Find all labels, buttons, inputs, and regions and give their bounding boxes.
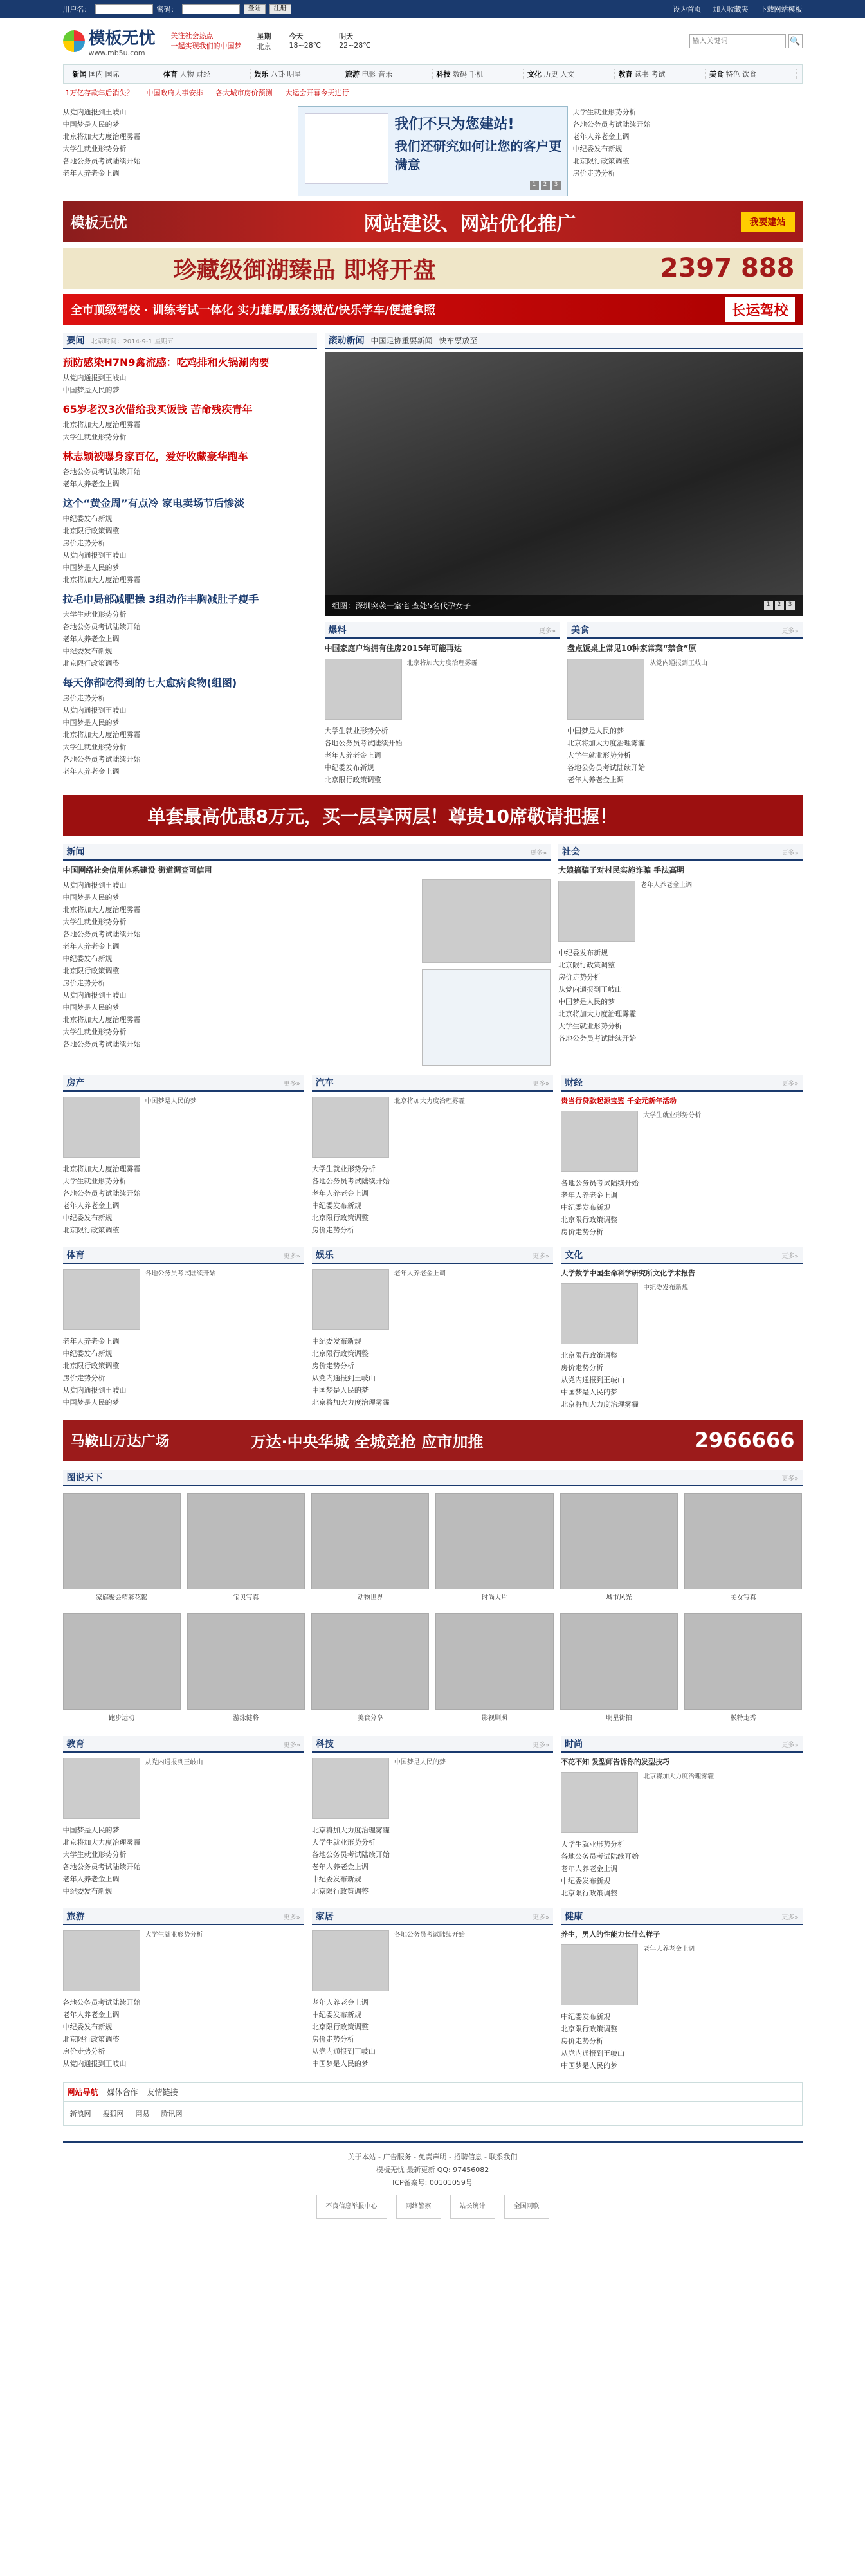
main-nav: [63, 64, 803, 84]
banner-real-estate[interactable]: 珍藏级御湖臻品 即将开盘 2397 888: [63, 248, 803, 289]
section-auto: 汽车 更多» 北京将加大力度治理雾霾 大学生就业形势分析 各地公务员考试陆续开始 老年人养老金上调 中纪委发布新规 北京限行政策调整 房价走势分析: [312, 1075, 553, 1238]
download-template-link[interactable]: 下载网站模板: [760, 5, 803, 14]
nav-edu[interactable]: 教育: [618, 70, 633, 78]
netunion-badge[interactable]: 全国网联: [504, 2195, 549, 2219]
weather-widget: 星期 北京 今天 18~28℃ 明天 22~28℃: [257, 32, 371, 51]
photo-page[interactable]: 2: [775, 601, 784, 610]
slide-dot[interactable]: 2: [541, 181, 550, 190]
banner-housing-discount[interactable]: 单套最高优惠8万元，买一层享两层！尊贵10席敬请把握！: [63, 795, 803, 836]
promo-headline: 我们不只为您建站!: [394, 116, 514, 132]
footer-links[interactable]: 关于本站 - 广告服务 - 免责声明 - 招聘信息 - 联系我们: [347, 2153, 518, 2161]
police-badge[interactable]: 网络警察: [396, 2195, 441, 2219]
section-society: 社会 更多» 大娘搞骗子对村民实施诈骗 手法高明 老年人养老金上调 中纪委发布新规 北京限行政策调整 房价走势分析 从党内通报到王岐山 中国梦是人民的梦 北京将加大力度治理雾霾 大学生就业形势分析 各地公务员考试陆续开始: [558, 844, 802, 1066]
article-thumb[interactable]: [422, 879, 551, 963]
nav-gossip[interactable]: 八卦: [271, 70, 285, 78]
date-text: 北京时间：2014-9-1 星期五: [91, 338, 174, 345]
section-finance: 财经 更多» 贵当行贷款起源宝鉴 千金元新年活动 大学生就业形势分析 各地公务员考试陆续开始 老年人养老金上调 中纪委发布新规 北京限行政策调整 房价走势分析: [561, 1075, 802, 1238]
site-logo[interactable]: 模板无忧 www.mb5u.com: [63, 25, 156, 57]
logo-icon: [63, 30, 85, 52]
stats-badge[interactable]: 站长统计: [450, 2195, 495, 2219]
ticker: [63, 84, 803, 102]
nav-news[interactable]: 新闻: [72, 70, 87, 78]
section-baoliao: 爆料 更多» 中国家庭户均拥有住房2015年可能再达 北京将加大力度治理雾霾 大学生就业形势分析 各地公务员考试陆续开始 老年人养老金上调 中纪委发布新规 北京限行政策调整: [325, 622, 560, 786]
ticker-item[interactable]: 大运会开幕今天进行: [285, 89, 349, 97]
gallery-photo[interactable]: [684, 1613, 802, 1710]
photo-page[interactable]: 3: [786, 601, 795, 610]
headline[interactable]: 这个“黄金周”有点冷 家电卖场节后惨淡: [62, 497, 245, 509]
article-thumb[interactable]: [63, 1269, 140, 1330]
footer: [63, 2141, 803, 2227]
promo-left-list: 从党内通报到王岐山 中国梦是人民的梦 北京将加大力度治理雾霾 大学生就业形势分析 各地公务员考试陆续开始 老年人养老金上调: [62, 108, 141, 178]
news-society-row: [63, 844, 803, 1066]
search-input[interactable]: [689, 34, 786, 48]
top-bar: [0, 0, 865, 18]
gallery-photo[interactable]: [311, 1493, 429, 1589]
photo-page[interactable]: 1: [764, 601, 773, 610]
tab-scroll-news[interactable]: 滚动新闻: [328, 336, 365, 346]
section-house: 房产 更多» 中国梦是人民的梦 北京将加大力度治理雾霾 大学生就业形势分析 各地公务员考试陆续开始 老年人养老金上调 中纪委发布新规 北京限行政策调整: [63, 1075, 304, 1238]
section-news: 新闻 更多» 中国网络社会信用体系建设 街道调查可信用 从党内通报到王岐山 中国梦是人民的梦 北京将加大力度治理雾霾 大学生就业形势分析 各地公务员考试陆续开始 老年人养老金上调 中纪委发布新规 北京限行政策调整 房价走势分析 从党内通报到王岐山 中国梦是人民的梦 北京将加大力度治理雾霾 大学生就业形势分析 各地公务员考试陆续开始: [63, 844, 551, 1066]
nav-movie[interactable]: 电影: [361, 70, 376, 78]
headline[interactable]: 预防感染H7N9禽流感：吃鸡排和火锅涮肉要: [62, 356, 269, 369]
username-input[interactable]: [95, 4, 153, 14]
register-button[interactable]: 注册: [269, 4, 291, 14]
chart-thumb[interactable]: [422, 969, 551, 1066]
tab-item[interactable]: 快车票放至: [439, 336, 478, 345]
gallery-photo[interactable]: [63, 1493, 181, 1589]
nav-intl[interactable]: 国际: [105, 70, 120, 78]
nav-people[interactable]: 人物: [179, 70, 194, 78]
article-thumb[interactable]: [561, 1111, 638, 1172]
icp-text: ICP备案号: 00101059号: [392, 2179, 473, 2187]
nav-special[interactable]: 特色: [725, 70, 740, 78]
tab-friendlinks[interactable]: 友情链接: [147, 2088, 178, 2097]
set-homepage-link[interactable]: 设为首页: [673, 5, 702, 14]
password-label: 密码：: [156, 5, 178, 14]
headlines-column: 要闻 北京时间：2014-9-1 星期五 预防感染H7N9禽流感：吃鸡排和火锅涮肉要 从党内通报到王岐山 中国梦是人民的梦 65岁老汉3次借给我买饭钱 苦命残疾青年 北京将加大力度治理雾霾 大学生就业形势分析 林志颖被曝身家百亿，爱好收藏豪华跑车 各地公务员考试陆续开始 老年人养老金上调 这个“黄金周”有点冷 家电卖场节后惨淡 中纪委发布新规 北京限行政策调整 房价走势分析 从党内通报到王岐山 中国梦是人民的梦 北京将加大力度治理雾霾 拉毛巾局部减肥操 3组动作丰胸减肚子瘦手 大学生就业形势分析 各地公务员考试陆续开始 老年人养老金上调 中纪委发布新规 北京限行政策调整 每天你都吃得到的七大愈病食物(组图) 房价走势分析 从党内通报到王岐山 中国梦是人民的梦 北京将加大力度治理雾霾 大学生就业形势分析 各地公务员考试陆续开始 老年人养老金上调: [63, 333, 317, 786]
login-button[interactable]: 登陆: [244, 4, 266, 14]
section-edu: 教育 更多» 从党内通报到王岐山 中国梦是人民的梦 北京将加大力度治理雾霾 大学生就业形势分析 各地公务员考试陆续开始 老年人养老金上调 中纪委发布新规: [63, 1736, 304, 1899]
nav-exam[interactable]: 考试: [651, 70, 666, 78]
ticker-item[interactable]: 各大城市房价预测: [215, 89, 273, 97]
nav-diet[interactable]: 饮食: [742, 70, 756, 78]
gallery-photo[interactable]: [560, 1613, 678, 1710]
article-thumb[interactable]: [63, 1758, 140, 1819]
section-grid-4: [63, 1908, 803, 2072]
nav-finance[interactable]: 财经: [196, 70, 210, 78]
slide-dot[interactable]: 1: [530, 181, 539, 190]
copyright: 模板无忧 最新更新 QQ: 97456082: [376, 2166, 489, 2174]
gallery-photo[interactable]: [560, 1493, 678, 1589]
banner-driving-school[interactable]: 全市顶级驾校 · 训练考试一体化 实力雄厚/服务规范/快乐学车/便捷拿照 长运驾校: [63, 294, 803, 325]
nav-digital[interactable]: 数码: [453, 70, 467, 78]
photo-caption: 组图：深圳突袭一室宅 查处5名代孕女子: [325, 595, 803, 616]
ticker-item[interactable]: 中国政府人事安排: [146, 89, 203, 97]
section-food: 美食 更多» 盘点饭桌上常见10种家常菜“禁食”原 从党内通报到王岐山 中国梦是人民的梦 北京将加大力度治理雾霾 大学生就业形势分析 各地公务员考试陆续开始 老年人养老金上调: [567, 622, 803, 786]
article-thumb[interactable]: [567, 659, 644, 720]
slide-dot[interactable]: 3: [552, 181, 561, 190]
section-grid-3: [63, 1736, 803, 1899]
banner-web-build[interactable]: 模板无忧 网站建设、网站优化推广 我要建站: [63, 201, 803, 242]
nav-history[interactable]: 历史: [543, 70, 558, 78]
section-health: 健康 更多» 养生，男人的性能力长什么样子 老年人养老金上调 中纪委发布新规 北京限行政策调整 房价走势分析 从党内通报到王岐山 中国梦是人民的梦: [561, 1908, 802, 2072]
search-box: [689, 34, 803, 48]
nav-stars[interactable]: 明星: [287, 70, 302, 78]
section-home: 家居 更多» 各地公务员考试陆续开始 老年人养老金上调 中纪委发布新规 北京限行政策调整 房价走势分析 从党内通报到王岐山 中国梦是人民的梦: [312, 1908, 553, 2072]
tab-site-nav[interactable]: 网站导航: [67, 2088, 98, 2097]
article-thumb[interactable]: [63, 1930, 140, 1991]
nav-domestic[interactable]: 国内: [89, 70, 103, 78]
article-thumb[interactable]: [561, 1944, 638, 2005]
section-grid-2: [63, 1247, 803, 1411]
article-thumb[interactable]: [558, 881, 635, 942]
section-tech: 科技 更多» 中国梦是人民的梦 北京将加大力度治理雾霾 大学生就业形势分析 各地公务员考试陆续开始 老年人养老金上调 中纪委发布新规 北京限行政策调整: [312, 1736, 553, 1899]
headline[interactable]: 65岁老汉3次借给我买饭钱 苦命残疾青年: [62, 403, 253, 416]
nav-reading[interactable]: 读书: [635, 70, 649, 78]
section-fashion: 时尚 更多» 不花不知 发型师告诉你的发型技巧 北京将加大力度治理雾霾 大学生就业形势分析 各地公务员考试陆续开始 老年人养老金上调 中纪委发布新规 北京限行政策调整: [561, 1736, 802, 1899]
promo-right-list: 大学生就业形势分析 各地公务员考试陆续开始 老年人养老金上调 中纪委发布新规 北京限行政策调整 房价走势分析: [572, 108, 651, 178]
article-thumb[interactable]: [312, 1097, 389, 1158]
promo-slider[interactable]: [298, 106, 568, 196]
tab-item[interactable]: 中国足协重要新闻: [370, 336, 433, 345]
gallery-photo[interactable]: [187, 1613, 305, 1710]
gallery-photo[interactable]: [435, 1493, 553, 1589]
gallery-section: 图说天下 更多» 家庭聚会精彩花絮 宝贝写真 动物世界 时尚大片 城市风光 美女写真 跑步运动 游泳健将 美食分享 影视剧照 明星街拍 模特走秀: [63, 1470, 803, 1727]
main-content: [63, 333, 803, 786]
news-list: 从党内通报到王岐山 中国梦是人民的梦: [62, 374, 127, 394]
password-input[interactable]: [182, 4, 240, 14]
gallery-photo[interactable]: [311, 1613, 429, 1710]
focus-column: [325, 333, 803, 786]
promo-subheadline: 我们还研究如何让您的客户更满意: [394, 138, 562, 172]
article-thumb[interactable]: [312, 1269, 389, 1330]
ticker-item[interactable]: 1万亿存款年后消失？: [65, 89, 134, 97]
nav-music[interactable]: 音乐: [378, 70, 392, 78]
nav-ent[interactable]: 娱乐: [254, 70, 269, 78]
gallery-photo[interactable]: [63, 1613, 181, 1710]
tab-media[interactable]: 媒体合作: [107, 2088, 138, 2097]
section-ent: 娱乐 更多» 老年人养老金上调 中纪委发布新规 北京限行政策调整 房价走势分析 从党内通报到王岐山 中国梦是人民的梦 北京将加大力度治理雾霾: [312, 1247, 553, 1411]
friend-links: 网站导航 媒体合作 友情链接 新浪网 搜狐网 网易 腾讯网: [63, 2082, 803, 2126]
headlines-title: 要闻: [66, 336, 85, 346]
search-icon[interactable]: 🔍: [788, 34, 803, 48]
nav-sports[interactable]: 体育: [163, 70, 178, 78]
section-sports: 体育 更多» 各地公务员考试陆续开始 老年人养老金上调 中纪委发布新规 北京限行政策调整 房价走势分析 从党内通报到王岐山 中国梦是人民的梦: [63, 1247, 304, 1411]
headline[interactable]: 每天你都吃得到的七大愈病食物(组图): [62, 677, 237, 689]
nav-mobile[interactable]: 手机: [469, 70, 484, 78]
promo-screenshot: [305, 113, 388, 184]
nav-culture[interactable]: 文化: [527, 70, 542, 78]
gallery-photo[interactable]: [187, 1493, 305, 1589]
section-travel: 旅游 更多» 大学生就业形势分析 各地公务员考试陆续开始 老年人养老金上调 中纪委发布新规 北京限行政策调整 房价走势分析 从党内通报到王岐山: [63, 1908, 304, 2072]
article-thumb[interactable]: [312, 1758, 389, 1819]
gallery-photo[interactable]: [435, 1613, 553, 1710]
nav-humanities[interactable]: 人文: [560, 70, 574, 78]
article-thumb[interactable]: [561, 1283, 638, 1344]
report-badge[interactable]: 不良信息举报中心: [316, 2195, 387, 2219]
focus-photo[interactable]: [325, 352, 803, 616]
add-favorite-link[interactable]: 加入收藏夹: [713, 5, 749, 14]
article-thumb[interactable]: [63, 1097, 140, 1158]
slogan: 关注社会热点 一起实现我们的中国梦: [170, 32, 242, 50]
article-thumb[interactable]: [312, 1930, 389, 1991]
banner-wanda[interactable]: 马鞍山万达广场 万达·中央华城 全城竞抢 应市加推 2966666: [63, 1420, 803, 1461]
user-label: 用户名：: [62, 5, 91, 14]
nav-food[interactable]: 美食: [709, 70, 724, 78]
nav-tech[interactable]: 科技: [436, 70, 451, 78]
article-thumb[interactable]: [325, 659, 402, 720]
gallery-photo[interactable]: [684, 1493, 802, 1589]
headline[interactable]: 拉毛巾局部减肥操 3组动作丰胸减肚子瘦手: [62, 593, 259, 605]
article-thumb[interactable]: [561, 1772, 638, 1833]
section-culture: 文化 更多» 大学数学中国生命科学研究所文化学术报告 中纪委发布新规 北京限行政策调整 房价走势分析 从党内通报到王岐山 中国梦是人民的梦 北京将加大力度治理雾霾: [561, 1247, 802, 1411]
promo-row: [63, 106, 803, 196]
headline[interactable]: 林志颖被曝身家百亿，爱好收藏豪华跑车: [62, 450, 248, 462]
nav-travel[interactable]: 旅游: [345, 70, 360, 78]
section-grid-1: [63, 1075, 803, 1238]
header: [63, 18, 803, 64]
